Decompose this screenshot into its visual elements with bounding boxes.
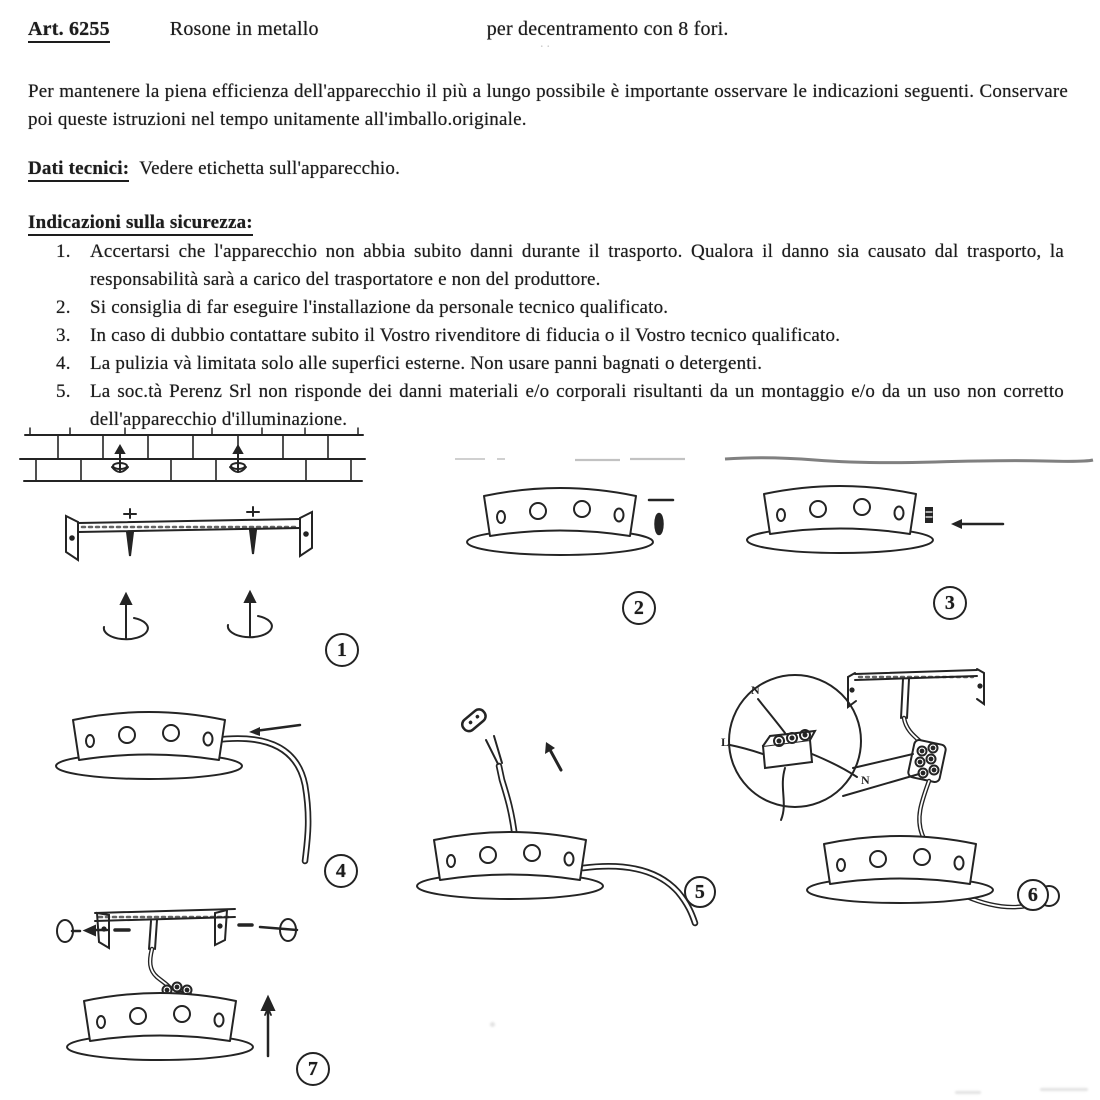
- wire-connector-icon: [460, 707, 488, 734]
- figure-7-number: 7: [296, 1052, 330, 1086]
- scan-artifact: [490, 1022, 495, 1027]
- wire-label-n-right: N: [861, 773, 870, 787]
- intro-paragraph: Per mantenere la piena efficienza dell'apparecchio il più a lungo possibile è importante osservare le indicazioni seguenti. Conservare poi queste istruzioni nel tempo unitamente all'imballo.originale.: [28, 81, 1068, 130]
- ceiling-rose-drawing: [67, 993, 253, 1060]
- cable-drawing: [486, 736, 515, 838]
- figure-4-number: 4: [324, 854, 358, 888]
- arrow-left-icon: [85, 926, 129, 935]
- expansion-anchor-icon: [104, 594, 148, 639]
- wire-label-n-top: N: [751, 683, 760, 697]
- terminal-block-detail: [730, 699, 857, 820]
- product-name: Rosone in metallo: [169, 18, 319, 40]
- arrow-left-icon: [249, 725, 300, 736]
- cable-drawing: [215, 738, 308, 861]
- safety-item: 2. Si consiglia di far eseguire l'installazione da personale tecnico qualificato.: [56, 297, 669, 318]
- safety-heading: Indicazioni sulla sicurezza:: [28, 212, 253, 234]
- cable-drawing: [583, 866, 695, 923]
- screw-icon: [247, 507, 259, 554]
- safety-item: 4. La pulizia và limitata solo alle superfici esterne. Non usare panni bagnati o detergenti.: [56, 353, 763, 374]
- safety-item: 5. La soc.tà Perenz Srl non risponde dei danni materiali e/o corporali risultanti da un montaggio e/o da un uso non corretto dell'apparecchio d'illuminazione.: [56, 381, 1064, 430]
- ceiling-rose-drawing: [747, 486, 933, 553]
- technical-data-value: Vedere etichetta sull'apparecchio.: [139, 158, 401, 179]
- screw-icon: [239, 919, 297, 941]
- header: [28, 18, 1078, 41]
- ceiling-rose-drawing: [807, 836, 993, 903]
- arrow-up-icon: [262, 997, 274, 1056]
- screw-icon: [925, 507, 933, 523]
- figure-1-wall-mounting-diagram: [10, 422, 370, 667]
- figure-2-number: 2: [622, 591, 656, 625]
- scan-artifact: ..: [540, 36, 553, 51]
- figure-5-number: 5: [684, 876, 716, 908]
- figure-1-number: 1: [325, 633, 359, 667]
- ceiling-rose-drawing: [56, 712, 242, 779]
- safety-item: 1. Accertarsi che l'apparecchio non abbia subito danni durante il trasporto. Qualora il danno sia causato dal trasporto, la responsabilità sarà a carico del trasportatore e non del produttore.: [56, 241, 1064, 290]
- bracket-drawing: [848, 669, 984, 707]
- figure-2-rose-screw-diagram: [445, 458, 715, 628]
- ceiling-rose-drawing: [417, 832, 603, 899]
- expansion-anchor-icon: [228, 592, 272, 637]
- figure-6-number: 6: [1017, 879, 1049, 911]
- figure-7-final-assembly-diagram: [15, 893, 345, 1093]
- screw-icon: [124, 509, 136, 556]
- scan-artifact: [955, 1091, 981, 1094]
- product-spec: per decentramento con 8 fori.: [486, 18, 729, 40]
- article-number: Art. 6255: [28, 18, 110, 43]
- safety-item: 3. In caso di dubbio contattare subito il Vostro rivenditore di fiducia o il Vostro tecnico qualificato.: [56, 325, 841, 346]
- technical-data-line: [28, 158, 1028, 180]
- figure-3-rose-screw-arrow-diagram: [745, 455, 1025, 630]
- arrow-up-icon: [545, 742, 561, 770]
- wire-label-l: L: [721, 735, 730, 749]
- ceiling-rose-drawing: [467, 488, 653, 555]
- screw-icon: [57, 920, 80, 942]
- arrow-left-icon: [951, 519, 1003, 529]
- scan-artifact: [1040, 1088, 1088, 1091]
- technical-data-label: Dati tecnici:: [28, 158, 129, 182]
- figure-3-number: 3: [933, 586, 967, 620]
- screw-icon: [649, 500, 673, 534]
- safety-list: [0, 238, 1068, 434]
